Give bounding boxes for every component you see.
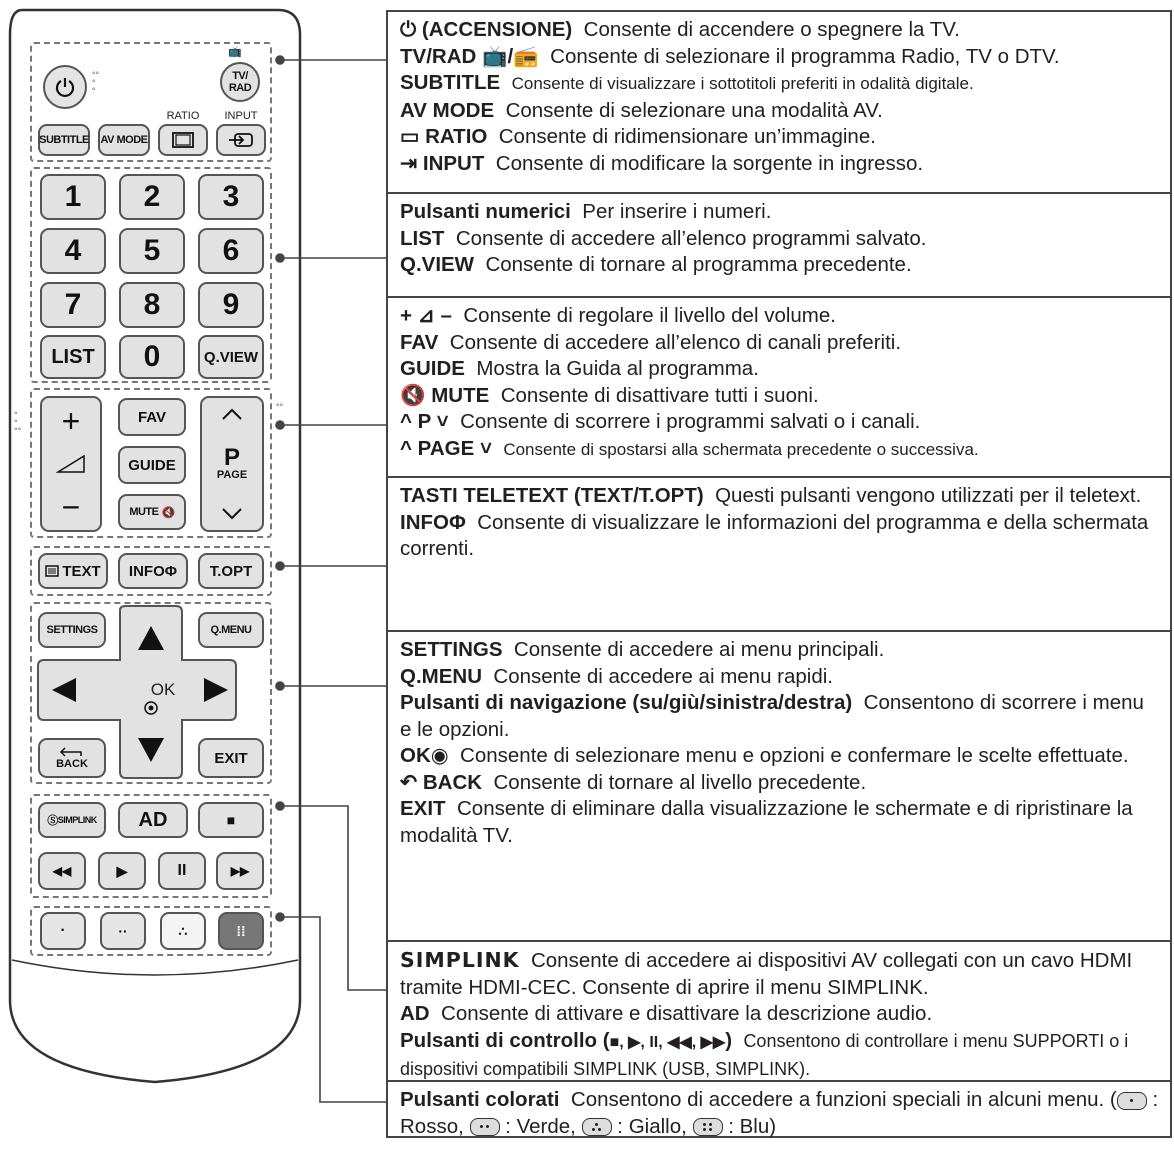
volume-desc: Consente di regolare il livello del volume. — [463, 304, 836, 327]
input-icon: ⇥ — [400, 151, 423, 175]
section-teletext — [388, 476, 1170, 630]
info-desc: Consente di visualizzare le informazioni del programma e della schermata correnti. — [400, 510, 1149, 560]
guide-key: GUIDE — [400, 357, 465, 380]
av-mode-button[interactable]: AV MODE — [98, 124, 150, 156]
numbers-desc: Per inserire i numeri. — [582, 200, 772, 223]
green-dots-icon: ·· — [118, 923, 128, 939]
pause-icon: II — [177, 862, 187, 879]
avmode-desc: Consente di selezionare una modalità AV. — [505, 98, 883, 122]
ok-icon: ◉ — [430, 744, 449, 767]
simplink-icon: Ⓢ — [47, 815, 58, 827]
color-blue: : Blu) — [728, 1114, 777, 1138]
page-desc: Consente di spostarsi alla schermata precedente o successiva. — [503, 439, 979, 459]
number-2-button[interactable]: 2 — [119, 174, 185, 220]
mute-label: MUTE — [129, 506, 159, 518]
tvrad-key: TV/RAD — [400, 44, 477, 68]
chevron-up-icon: ^ — [400, 436, 418, 460]
green-button-icon — [470, 1118, 500, 1136]
numbers-key: Pulsanti numerici — [400, 200, 571, 223]
list-key: LIST — [400, 226, 445, 250]
number-9-button[interactable]: 9 — [198, 282, 264, 328]
navigation-desc: Consentono di scorrere i menu e le opzioni. — [400, 691, 1144, 741]
avmode-key: AV MODE — [400, 98, 495, 122]
info-icon: Φ — [448, 510, 466, 534]
chevron-up-icon: ^ — [400, 410, 418, 433]
color-green: : Verde, — [505, 1114, 576, 1138]
number-4-button[interactable]: 4 — [40, 228, 106, 274]
ratio-desc: Consente di ridimensionare un’immagine. — [498, 125, 876, 148]
info-label: INFO — [128, 562, 165, 580]
guide-button[interactable]: GUIDE — [118, 446, 186, 484]
ok-button[interactable]: OK — [150, 680, 176, 699]
settings-desc: Consente di accedere ai menu principali. — [513, 638, 885, 661]
power-desc: Consente di accendere o spegnere la TV. — [583, 18, 960, 41]
color-desc: Consentono di accedere a funzioni speciali in alcuni menu. ( — [570, 1088, 1117, 1111]
qview-desc: Consente di tornare al programma precedente. — [485, 253, 912, 276]
qmenu-button[interactable]: Q.MENU — [198, 612, 264, 648]
control-desc: Consentono di controllare i menu SUPPORTI o i dispositivi compatibili SIMPLINK (USB, SIMPLINK). — [400, 1030, 1129, 1079]
number-5-button[interactable]: 5 — [119, 228, 185, 274]
red-dot-icon: · — [60, 922, 66, 939]
teletext-key: TASTI TELETEXT (TEXT/T.OPT) — [400, 484, 704, 507]
number-3-button[interactable]: 3 — [198, 174, 264, 220]
exit-button[interactable]: EXIT — [198, 738, 264, 778]
qmenu-key: Q.MENU — [400, 664, 482, 688]
subtitle-button[interactable]: SUBTITLE — [38, 124, 90, 156]
ratio-label: RATIO — [166, 110, 200, 122]
fav-button[interactable]: FAV — [118, 398, 186, 436]
tv-rad-glyph-icon: 📺 — [228, 46, 242, 58]
control-symbols: ■, ▶, II, ◀◀, ▶▶ — [609, 1033, 726, 1051]
back-icon: ↶ — [400, 770, 423, 794]
teletext-desc: Questi pulsanti vengono utilizzati per il teletext. — [715, 484, 1142, 507]
simplink-desc: Consente di accedere ai dispositivi AV collegati con un cavo HDMI tramite HDMI-CEC. Consente di aprire il menu SIMPLINK. — [400, 949, 1133, 999]
program-page-label: PAGE — [216, 469, 248, 481]
fav-key: FAV — [400, 330, 439, 354]
exit-desc: Consente di eliminare dalla visualizzazione le schermate e di ripristinare la modalità TV. — [400, 797, 1133, 847]
blue-dots-icon: ⁞⁞ — [236, 923, 246, 939]
number-1-button[interactable]: 1 — [40, 174, 106, 220]
chevron-down-icon: ˅ — [430, 410, 449, 433]
section-power-input — [388, 12, 1170, 192]
stop-icon: ■ — [226, 812, 236, 828]
topt-button[interactable]: T.OPT — [198, 553, 264, 589]
braille-dots: ◦◦ ◦ ◦ — [92, 68, 100, 95]
list-desc: Consente di accedere all’elenco programmi salvato. — [455, 226, 927, 250]
description-panel — [386, 10, 1172, 1138]
number-7-button[interactable]: 7 — [40, 282, 106, 328]
color-yellow: : Giallo, — [617, 1114, 687, 1138]
guide-desc: Mostra la Guida al programma. — [476, 357, 759, 380]
info-icon: Φ — [164, 562, 178, 580]
program-p-label: P — [223, 444, 240, 471]
ratio-icon: ▭ — [400, 125, 426, 148]
section-numbers — [388, 192, 1170, 296]
ok-desc: Consente di selezionare menu e opzioni e confermare le scelte effettuate. — [460, 744, 1129, 767]
blue-button-icon — [693, 1118, 723, 1136]
braille-dots-left: ◦ ◦ ◦◦ — [14, 408, 22, 435]
tv-rad-button[interactable]: TV/ RAD — [220, 62, 260, 102]
input-key: INPUT — [422, 151, 485, 175]
info-key: INFO — [400, 510, 449, 534]
mute-icon: 🔇 — [400, 383, 432, 407]
section-media — [388, 940, 1170, 1080]
braille-dots-right: ◦◦ — [276, 400, 284, 411]
yellow-button-icon — [582, 1118, 612, 1136]
color-red: : Rosso, — [400, 1088, 1159, 1138]
simplink-logo-text: SIMPLINK — [400, 948, 520, 972]
simplink-label: SIMPLINK — [57, 815, 97, 825]
control-key: Pulsanti di controllo ( — [400, 1028, 610, 1052]
back-label: BACK — [56, 758, 88, 770]
p-desc: Consente di scorrere i programmi salvati o i canali. — [460, 410, 921, 433]
play-icon: ▶ — [116, 862, 128, 879]
mute-icon: 🔇 — [161, 506, 175, 519]
subtitle-desc: Consente di visualizzare i sottotitoli preferiti in odalità digitale. — [511, 74, 974, 93]
back-desc: Consente di tornare al livello precedente. — [493, 770, 867, 794]
settings-key: SETTINGS — [400, 638, 503, 661]
number-0-button[interactable]: 0 — [119, 335, 185, 379]
navigation-key: Pulsanti di navigazione (su/giù/sinistra/destra) — [400, 691, 853, 714]
section-color-buttons — [388, 1080, 1170, 1138]
ratio-key: RATIO — [425, 125, 488, 148]
ok-key: OK — [400, 744, 431, 767]
chevron-down-icon: ˅ — [474, 436, 492, 460]
yellow-dots-icon: ∴ — [178, 922, 188, 939]
number-8-button[interactable]: 8 — [119, 282, 185, 328]
section-navigation — [388, 630, 1170, 940]
ad-button[interactable]: AD — [118, 802, 188, 838]
tv-radio-icon: 📺/📻 — [482, 44, 539, 68]
section-volume-program — [388, 296, 1170, 476]
ad-key: AD — [400, 1002, 430, 1025]
mute-desc: Consente di disattivare tutti i suoni. — [500, 383, 819, 407]
text-label: TEXT — [62, 562, 101, 580]
input-desc: Consente di modificare la sorgente in ingresso. — [495, 151, 924, 175]
power-icon: ⏻ — [400, 18, 422, 41]
color-key: Pulsanti colorati — [400, 1088, 560, 1111]
power-key: (ACCENSIONE) — [421, 18, 573, 41]
exit-key: EXIT — [400, 797, 446, 820]
red-button-icon — [1117, 1092, 1147, 1110]
control-key-close: ) — [725, 1028, 733, 1052]
fav-desc: Consente di accedere all’elenco di canali preferiti. — [449, 330, 902, 354]
qmenu-desc: Consente di accedere ai menu rapidi. — [493, 664, 833, 688]
qview-button[interactable]: Q.VIEW — [198, 335, 264, 379]
list-button[interactable]: LIST — [40, 335, 106, 379]
input-label: INPUT — [224, 110, 258, 122]
rewind-icon: ◀◀ — [52, 864, 72, 878]
tvrad-desc: Consente di selezionare il programma Radio, TV o DTV. — [550, 44, 1060, 68]
qview-key: Q.VIEW — [400, 253, 475, 276]
back-key: BACK — [422, 770, 483, 794]
subtitle-key: SUBTITLE — [400, 71, 501, 94]
fast-forward-icon: ▶▶ — [230, 864, 250, 878]
number-6-button[interactable]: 6 — [198, 228, 264, 274]
ad-desc: Consente di attivare e disattivare la descrizione audio. — [441, 1002, 933, 1025]
volume-key: + ⊿ – — [400, 304, 452, 327]
volume-up-symbol[interactable]: + — [61, 403, 81, 439]
mute-key: MUTE — [431, 383, 490, 407]
page-key: PAGE — [417, 436, 475, 460]
settings-button[interactable]: SETTINGS — [38, 612, 106, 648]
p-key: P — [417, 410, 431, 433]
volume-down-symbol[interactable]: − — [61, 489, 81, 525]
